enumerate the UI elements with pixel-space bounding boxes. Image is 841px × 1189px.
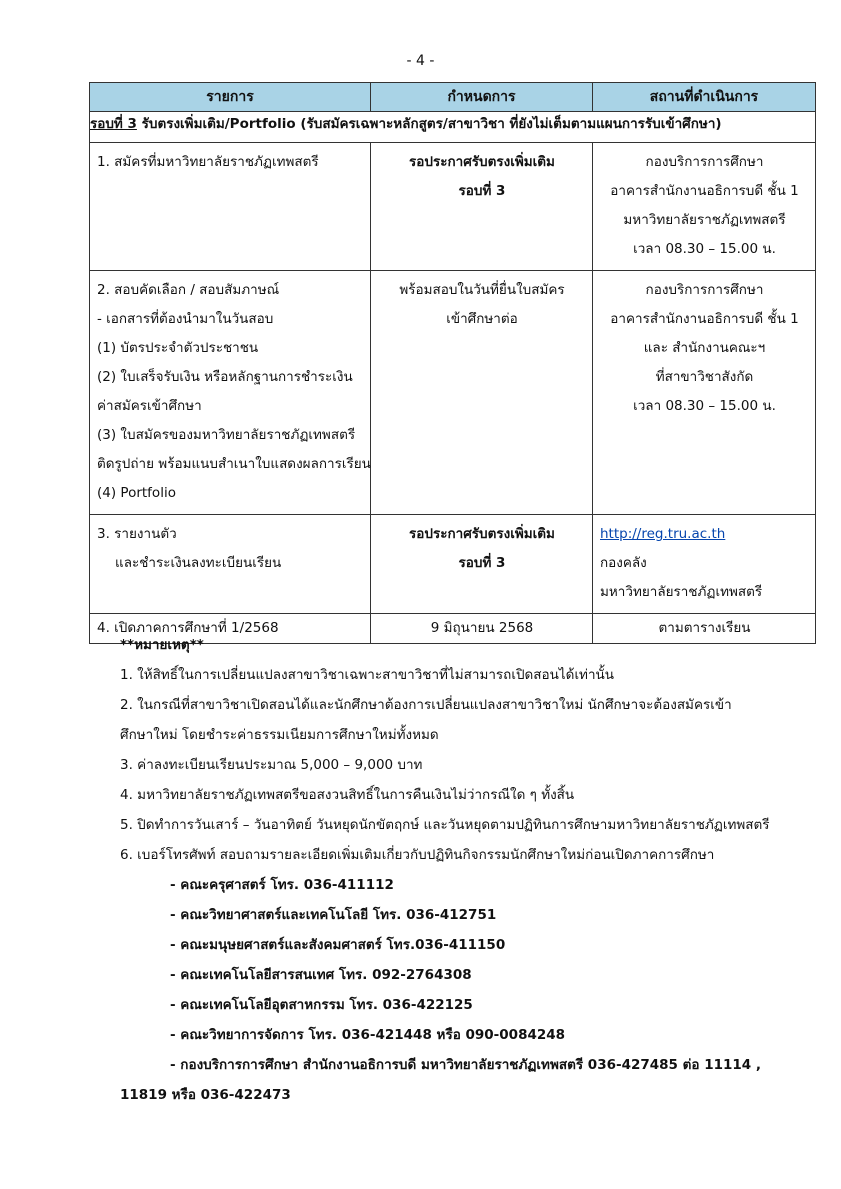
item-line: (1) บัตรประจำตัวประชาชน (97, 340, 259, 356)
contact-line: - กองบริการการศึกษา สำนักงานอธิการบดี มหาวิทยาลัยราชภัฏเทพสตรี 036-427485 ต่อ 11114 , (170, 1057, 762, 1073)
location-line: ตามตารางเรียน (658, 620, 751, 636)
header-item: รายการ (90, 83, 371, 112)
item-cell (90, 515, 371, 614)
note-item: 4. มหาวิทยาลัยราชภัฏเทพสตรีขอสงวนสิทธิ์ในการคืนเงินไม่ว่ากรณีใด ๆ ทั้งสิ้น (120, 787, 575, 803)
schedule-line: 9 มิถุนายน 2568 (430, 620, 534, 636)
note-item: 1. ให้สิทธิ์ในการเปลี่ยนแปลงสาขาวิชาเฉพาะสาขาวิชาที่ไม่สามารถเปิดสอนได้เท่านั้น (120, 667, 614, 683)
contact-line: - คณะวิทยาศาสตร์และเทคโนโลยี โทร. 036-412751 (170, 907, 497, 923)
item-line: (2) ใบเสร็จรับเงิน หรือหลักฐานการชำระเงิน (97, 369, 353, 385)
round-row (90, 112, 816, 143)
schedule-cell (371, 271, 593, 515)
header-location: สถานที่ดำเนินการ (593, 83, 816, 112)
notes-title: **หมายเหตุ** (120, 637, 204, 653)
round-title (90, 112, 816, 143)
schedule-line: รอบที่ 3 (458, 183, 506, 199)
location-line: และ สำนักงานคณะฯ (643, 340, 766, 356)
note-item: 2. ในกรณีที่สาขาวิชาเปิดสอนได้และนักศึกษาต้องการเปลี่ยนแปลงสาขาวิชาใหม่ นักศึกษาจะต้องสมัครเข้า (120, 697, 732, 713)
location-line: ที่สาขาวิชาสังกัด (655, 369, 754, 385)
registration-link[interactable]: http://reg.tru.ac.th (600, 526, 726, 542)
schedule-line: รอประกาศรับตรงเพิ่มเติม (409, 526, 555, 542)
schedule-line: พร้อมสอบในวันที่ยื่นใบสมัคร (399, 282, 565, 298)
contact-line: - คณะมนุษยศาสตร์และสังคมศาสตร์ โทร.036-411150 (170, 937, 506, 953)
contact-line-continued: 11819 หรือ 036-422473 (120, 1087, 291, 1103)
schedule-line: รอประกาศรับตรงเพิ่มเติม (409, 154, 555, 170)
item-line: 2. สอบคัดเลือก / สอบสัมภาษณ์ (97, 282, 280, 298)
schedule-line: รอบที่ 3 (458, 555, 506, 571)
item-line: ติดรูปถ่าย พร้อมแนบสำเนาใบแสดงผลการเรียน (97, 456, 371, 472)
item-line: 1. สมัครที่มหาวิทยาลัยราชภัฏเทพสตรี (97, 154, 319, 170)
schedule-table (89, 82, 816, 644)
location-line: อาคารสำนักงานอธิการบดี ชั้น 1 (610, 183, 799, 199)
schedule-cell (371, 143, 593, 271)
item-line: (3) ใบสมัครของมหาวิทยาลัยราชภัฏเทพสตรี (97, 427, 356, 443)
location-line: กองบริการการศึกษา (645, 282, 764, 298)
item-cell (90, 143, 371, 271)
contact-line: - คณะวิทยาการจัดการ โทร. 036-421448 หรือ 090-0084248 (170, 1027, 566, 1043)
item-line: ค่าสมัครเข้าศึกษา (97, 398, 202, 414)
item-line: (4) Portfolio (97, 485, 176, 501)
table-row (90, 271, 816, 515)
schedule-cell (371, 515, 593, 614)
location-cell (593, 515, 816, 614)
location-cell (593, 143, 816, 271)
page-number: - 4 - (406, 53, 435, 69)
note-item: 3. ค่าลงทะเบียนเรียนประมาณ 5,000 – 9,000 บาท (120, 757, 423, 773)
schedule-line: เข้าศึกษาต่อ (446, 311, 518, 327)
item-line: 3. รายงานตัว (97, 526, 177, 542)
notes-section (120, 630, 800, 1110)
table-row (90, 143, 816, 271)
table-header-row (90, 83, 816, 112)
location-line: เวลา 08.30 – 15.00 น. (633, 398, 776, 414)
contact-line: - คณะครุศาสตร์ โทร. 036-411112 (170, 877, 394, 893)
contact-line: - คณะเทคโนโลยีอุตสาหกรรม โทร. 036-422125 (170, 997, 473, 1013)
round-text: รับตรงเพิ่มเติม/Portfolio (รับสมัครเฉพาะหลักสูตร/สาขาวิชา ที่ยังไม่เต็มตามแผนการรับเข้าศึกษา) (136, 116, 722, 132)
location-line: กองคลัง (600, 555, 647, 571)
round-label: รอบที่ 3 (90, 116, 137, 132)
header-schedule: กำหนดการ (371, 83, 593, 112)
note-item: 6. เบอร์โทรศัพท์ สอบถามรายละเอียดเพิ่มเติมเกี่ยวกับปฏิทินกิจกรรมนักศึกษาใหม่ก่อนเปิดภาคการศึกษา (120, 847, 715, 863)
table-row (90, 515, 816, 614)
location-line: เวลา 08.30 – 15.00 น. (633, 241, 776, 257)
item-line: และชำระเงินลงทะเบียนเรียน (115, 555, 282, 571)
item-cell (90, 271, 371, 515)
location-line: กองบริการการศึกษา (645, 154, 764, 170)
note-item: ศึกษาใหม่ โดยชำระค่าธรรมเนียมการศึกษาใหม่ทั้งหมด (120, 727, 439, 743)
location-cell (593, 271, 816, 515)
item-line: 4. เปิดภาคการศึกษาที่ 1/2568 (97, 620, 279, 636)
location-line: มหาวิทยาลัยราชภัฏเทพสตรี (600, 584, 763, 600)
note-item: 5. ปิดทำการวันเสาร์ – วันอาทิตย์ วันหยุดนักขัตฤกษ์ และวันหยุดตามปฏิทินการศึกษามหาวิทยาลัยราชภัฏเทพสตรี (120, 817, 770, 833)
item-line: - เอกสารที่ต้องนำมาในวันสอบ (97, 311, 274, 327)
location-line: อาคารสำนักงานอธิการบดี ชั้น 1 (610, 311, 799, 327)
location-line: มหาวิทยาลัยราชภัฏเทพสตรี (623, 212, 786, 228)
contact-line: - คณะเทคโนโลยีสารสนเทศ โทร. 092-2764308 (170, 967, 472, 983)
